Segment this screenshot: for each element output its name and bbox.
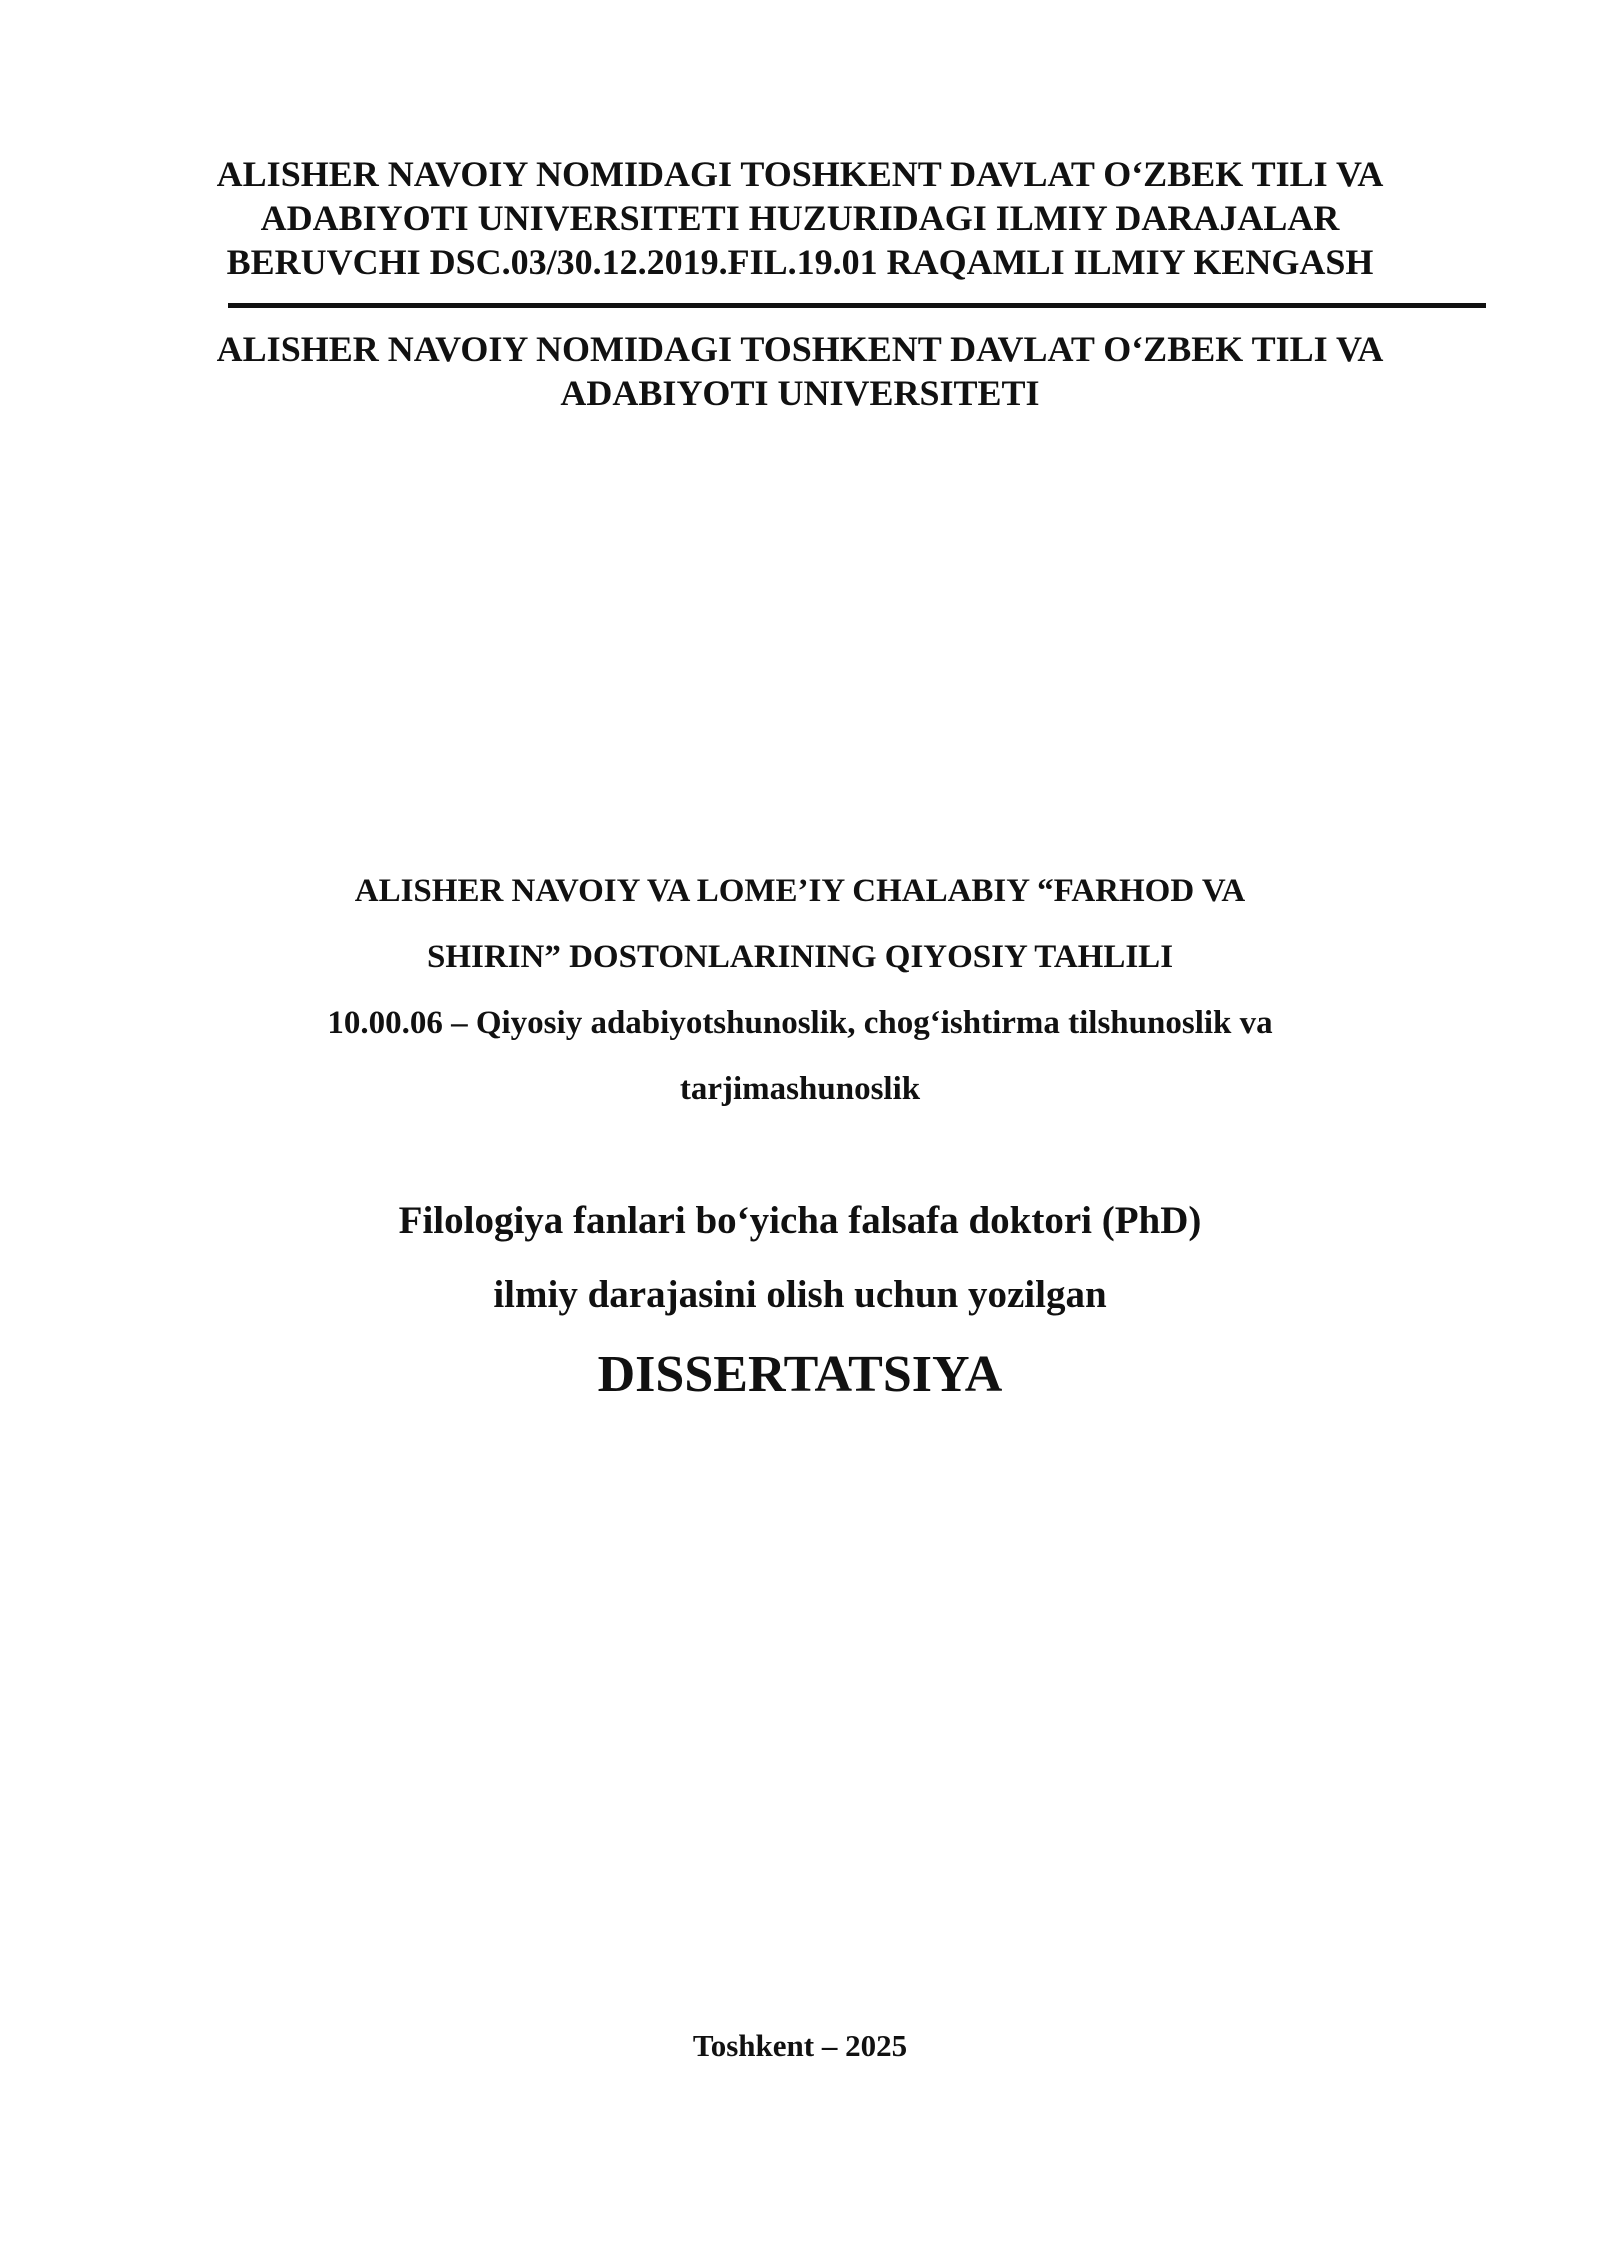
university-line: ADABIYOTI UNIVERSITETI bbox=[560, 373, 1040, 413]
specialty-line: tarjimashunoslik bbox=[679, 1071, 921, 1107]
university-header bbox=[0, 327, 1600, 415]
title-line: ALISHER NAVOIY VA LOME’IY CHALABIY “FARHOD VA bbox=[354, 873, 1246, 909]
council-line: ALISHER NAVOIY NOMIDAGI TOSHKENT DAVLAT O‘ZBEK TILI VA bbox=[216, 154, 1384, 194]
council-line: ADABIYOTI UNIVERSITETI HUZURIDAGI ILMIY DARAJALAR bbox=[260, 198, 1340, 238]
university-line: ALISHER NAVOIY NOMIDAGI TOSHKENT DAVLAT O‘ZBEK TILI VA bbox=[216, 329, 1384, 369]
purpose-line: ilmiy darajasini olish uchun yozilgan bbox=[493, 1273, 1107, 1316]
document-type-heading: DISSERTATSIYA bbox=[597, 1346, 1003, 1403]
scientific-council-header bbox=[0, 152, 1600, 284]
specialty-line: 10.00.06 – Qiyosiy adabiyotshunoslik, chog‘ishtirma tilshunoslik va bbox=[327, 1005, 1273, 1041]
dissertation-topic bbox=[0, 858, 1600, 1122]
title-line: SHIRIN” DOSTONLARINING QIYOSIY TAHLILI bbox=[426, 939, 1174, 975]
purpose-line: Filologiya fanlari bo‘yicha falsafa doktori (PhD) bbox=[398, 1199, 1202, 1242]
header-divider bbox=[228, 303, 1486, 308]
council-line: BERUVCHI DSC.03/30.12.2019.FIL.19.01 RAQAMLI ILMIY KENGASH bbox=[226, 242, 1374, 282]
degree-purpose bbox=[0, 1184, 1600, 1332]
place-and-year: Toshkent – 2025 bbox=[692, 2028, 908, 2063]
